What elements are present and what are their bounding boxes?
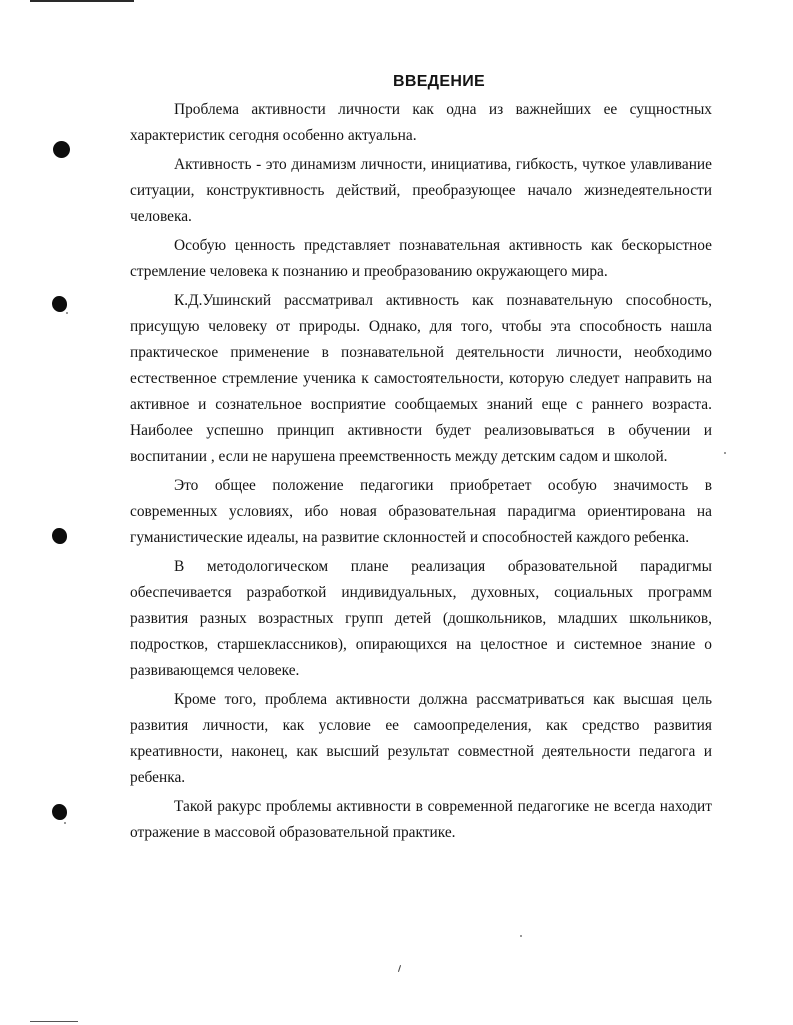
punch-hole-3 <box>52 528 67 544</box>
document-title: ВВЕДЕНИЕ <box>393 73 485 90</box>
document-page <box>130 72 712 849</box>
scan-edge-line-bottom <box>30 1021 78 1022</box>
punch-hole-2 <box>52 296 67 312</box>
paragraph: Такой ракурс проблемы активности в современной педагогике не всегда находит отражение в массовой образовательной практике. <box>130 798 712 841</box>
punch-hole-1 <box>53 141 70 158</box>
paragraph: Кроме того, проблема активности должна рассматриваться как высшая цель развития личности, как условие ее самоопределения, как средство развития креативности, наконец, как высший результат совместной деятельности педагога и ребенка. <box>130 691 712 786</box>
paragraph: Активность - это динамизм личности, инициатива, гибкость, чуткое улавливание ситуации, конструктивность действий, преобразующее начало жизнедеятельности человека. <box>130 156 712 225</box>
punch-hole-4 <box>52 804 67 820</box>
scan-speck <box>520 935 522 937</box>
paragraph: Проблема активности личности как одна из важнейших ее сущностных характеристик сегодня особенно актуальна. <box>130 101 712 144</box>
scan-mark <box>398 965 401 972</box>
paragraph: К.Д.Ушинский рассматривал активность как познавательную способность, присущую человеку от природы. Однако, для того, чтобы эта способность нашла практическое применение в познавательной деятельности личности, необходимо естественное стремление ученика к самостоятельности, которую следует направить на активное и сознательное восприятие сообщаемых знаний еще с раннего возраста. Наиболее успешно принцип активности будет реализовываться в обучении и воспитании , если не нарушена преемственность между детским садом и школой. <box>130 292 712 465</box>
scan-speck <box>66 312 68 314</box>
scan-speck <box>64 822 66 824</box>
scan-speck <box>724 452 726 454</box>
paragraph: В методологическом плане реализация образовательной парадигмы обеспечивается разработкой индивидуальных, духовных, социальных программ развития разных возрастных групп детей (дошкольников, младших школьников, подростков, старшеклассников), опирающихся на целостное и системное знание о развивающемся человеке. <box>130 558 712 679</box>
paragraph: Это общее положение педагогики приобретает особую значимость в современных условиях, ибо новая образовательная парадигма ориентирована на гуманистические идеалы, на развитие склонностей и способностей каждого ребенка. <box>130 477 712 546</box>
paragraph: Особую ценность представляет познавательная активность как бескорыстное стремление человека к познанию и преобразованию окружающего мира. <box>130 237 712 280</box>
scan-edge-line-top <box>30 0 134 2</box>
